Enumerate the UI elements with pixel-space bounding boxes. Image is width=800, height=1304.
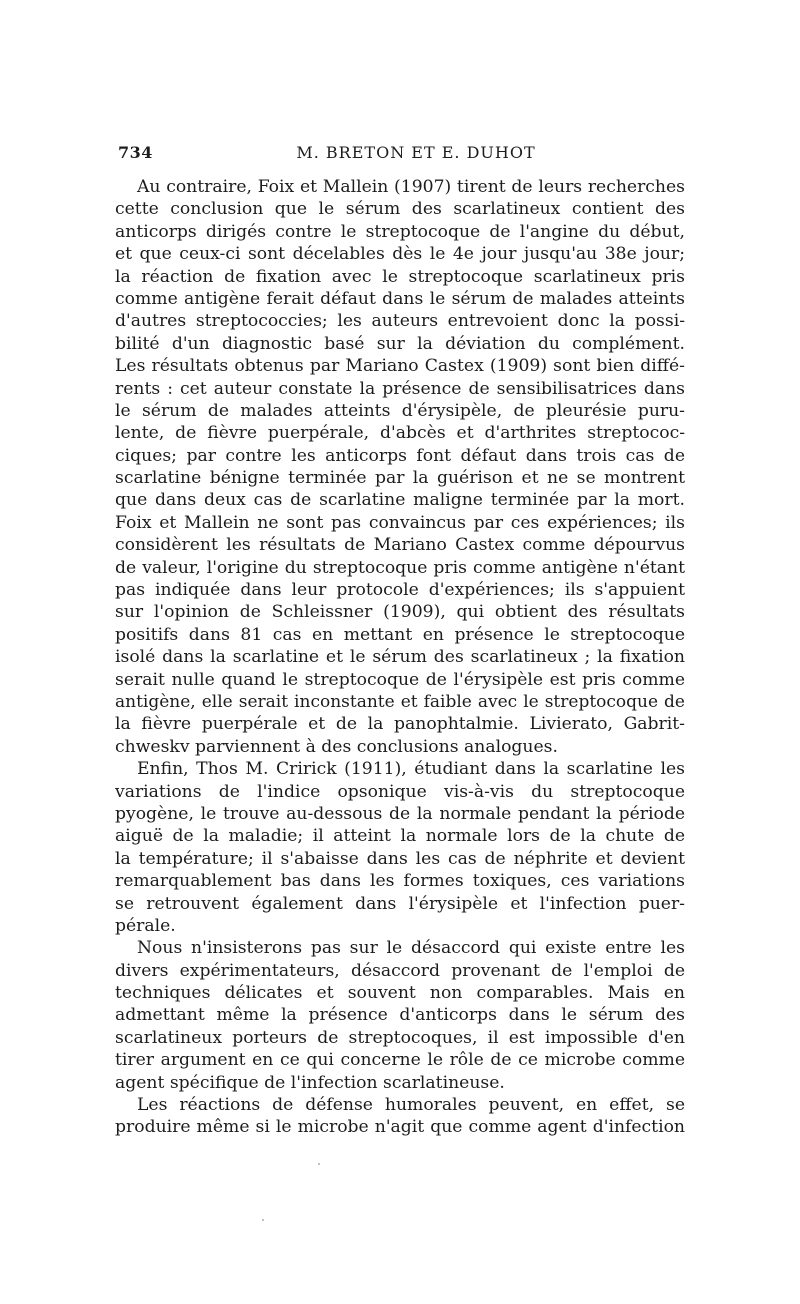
- text-line: chweskv parviennent à des conclusions analogues.: [115, 736, 558, 757]
- text-line: serait nulle quand le streptocoque de l'érysipèle est pris comme: [115, 669, 685, 690]
- text-line: pyogène, le trouve au-dessous de la normale pendant la période: [115, 803, 685, 824]
- text-line: sur l'opinion de Schleissner (1909), qui obtient des résultats: [115, 602, 685, 623]
- text-line: de valeur, l'origine du streptocoque pris comme antigène n'étant: [115, 557, 685, 578]
- text-line: divers expérimentateurs, désaccord provenant de l'emploi de: [115, 960, 685, 981]
- text-line: ciques; par contre les anticorps font défaut dans trois cas de: [115, 445, 685, 466]
- page-number: 734: [118, 143, 153, 162]
- text-line: positifs dans 81 cas en mettant en présence le streptocoque: [115, 624, 685, 645]
- text-line: techniques délicates et souvent non comparables. Mais en: [115, 983, 685, 1004]
- text-line: variations de l'indice opsonique vis-à-vis du streptocoque: [115, 781, 685, 802]
- text-line: Foix et Mallein ne sont pas convaincus par ces expériences; ils: [115, 512, 685, 533]
- body-text: [115, 176, 685, 1139]
- text-line: se retrouvent également dans l'érysipèle et l'infection puer-: [115, 893, 685, 914]
- text-line: Les résultats obtenus par Mariano Castex (1909) sont bien diffé-: [115, 356, 685, 377]
- paper-speck: [262, 1219, 264, 1221]
- text-line: la fièvre puerpérale et de la panophtalmie. Livierato, Gabrit-: [115, 714, 685, 735]
- text-line: lente, de fièvre puerpérale, d'abcès et d'arthrites streptococ-: [115, 423, 685, 444]
- text-line: pas indiquée dans leur protocole d'expériences; ils s'appuient: [115, 580, 685, 601]
- text-line: la réaction de fixation avec le streptocoque scarlatineux pris: [115, 266, 685, 287]
- text-line: cette conclusion que le sérum des scarlatineux contient des: [115, 199, 685, 220]
- text-line: agent spécifique de l'infection scarlatineuse.: [115, 1072, 505, 1093]
- page-header: [115, 143, 687, 169]
- text-line: Au contraire, Foix et Mallein (1907) tirent de leurs recherches: [137, 177, 685, 197]
- text-line: considèrent les résultats de Mariano Castex comme dépourvus: [115, 535, 685, 556]
- text-line: isolé dans la scarlatine et le sérum des scarlatineux ; la fixation: [115, 647, 685, 668]
- text-line: la température; il s'abaisse dans les cas de néphrite et devient: [115, 848, 685, 869]
- text-line: scarlatine bénigne terminée par la guérison et ne se montrent: [115, 468, 685, 489]
- running-head: M. BRETON ET E. DUHOT: [296, 143, 536, 162]
- text-line: que dans deux cas de scarlatine maligne terminée par la mort.: [115, 490, 685, 511]
- text-line: et que ceux-ci sont décelables dès le 4e jour jusqu'au 38e jour;: [115, 244, 685, 265]
- text-line: admettant même la présence d'anticorps dans le sérum des: [115, 1005, 685, 1026]
- text-line: Les réactions de défense humorales peuvent, en effet, se: [137, 1095, 685, 1116]
- text-line: produire même si le microbe n'agit que comme agent d'infection: [115, 1117, 685, 1138]
- text-line: aiguë de la maladie; il atteint la normale lors de la chute de: [115, 826, 685, 847]
- text-line: antigène, elle serait inconstante et faible avec le streptocoque de: [115, 691, 685, 712]
- text-line: tirer argument en ce qui concerne le rôle de ce microbe comme: [115, 1050, 685, 1071]
- text-line: bilité d'un diagnostic basé sur la déviation du complément.: [115, 333, 685, 354]
- text-line: pérale.: [115, 915, 176, 936]
- text-line: rents : cet auteur constate la présence de sensibilisatrices dans: [115, 378, 685, 399]
- text-line: anticorps dirigés contre le streptocoque de l'angine du début,: [115, 221, 685, 242]
- text-line: Nous n'insisterons pas sur le désaccord qui existe entre les: [137, 938, 685, 959]
- text-line: le sérum de malades atteints d'érysipèle, de pleurésie puru-: [115, 400, 685, 421]
- text-line: Enfin, Thos M. Cririck (1911), étudiant dans la scarlatine les: [137, 759, 685, 780]
- paper-speck: [318, 1163, 320, 1165]
- text-line: remarquablement bas dans les formes toxiques, ces variations: [115, 871, 685, 892]
- text-line: comme antigène ferait défaut dans le sérum de malades atteints: [115, 288, 685, 309]
- text-line: scarlatineux porteurs de streptocoques, il est impossible d'en: [115, 1027, 685, 1048]
- text-line: d'autres streptococcies; les auteurs entrevoient donc la possi-: [115, 311, 685, 332]
